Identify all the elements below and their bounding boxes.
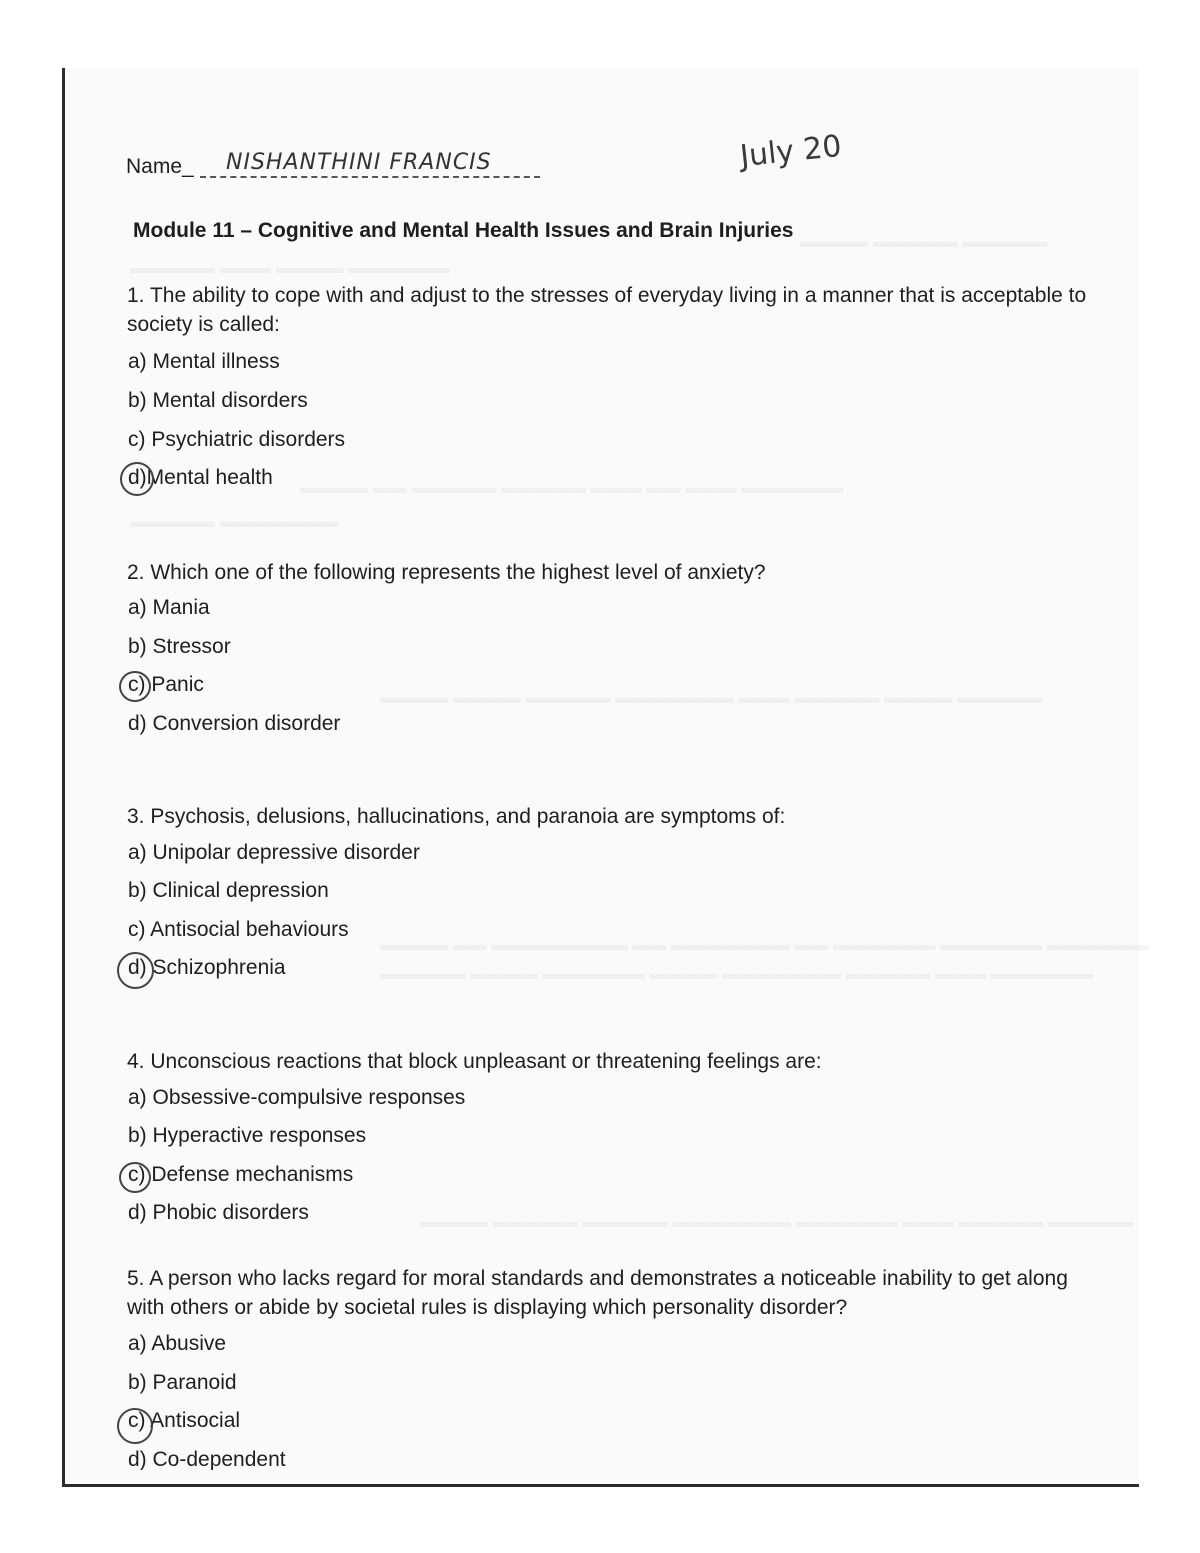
question-1-option-c: c) Psychiatric disorders xyxy=(128,428,346,451)
question-3-text: 3. Psychosis, delusions, hallucinations, and paranoia are symptoms of: xyxy=(127,805,786,828)
answer-circle-mark xyxy=(119,671,151,702)
module-title: Module 11 – Cognitive and Mental Health Issues and Brain Injuries xyxy=(133,219,794,242)
question-3-option-b: b) Clinical depression xyxy=(128,879,329,902)
question-1-option-b: b) Mental disorders xyxy=(128,389,308,412)
handwritten-date: July 20 xyxy=(738,128,844,175)
name-label: Name_ xyxy=(126,155,194,178)
question-4-option-a: a) Obsessive-compulsive responses xyxy=(128,1086,466,1109)
question-3-option-c: c) Antisocial behaviours xyxy=(128,918,349,941)
question-3-option-a: a) Unipolar depressive disorder xyxy=(128,841,420,864)
question-2-option-d: d) Conversion disorder xyxy=(128,712,341,735)
question-4-option-c: c) Defense mechanisms xyxy=(128,1163,354,1186)
question-3-option-d: d) Schizophrenia xyxy=(128,956,286,979)
question-5-option-c: c) Antisocial xyxy=(128,1409,241,1432)
question-5-option-a: a) Abusive xyxy=(128,1332,227,1355)
question-4-option-b: b) Hyperactive responses xyxy=(128,1124,367,1147)
question-1-option-a: a) Mental illness xyxy=(128,350,280,373)
question-2-text: 2. Which one of the following represents the highest level of anxiety? xyxy=(127,561,766,584)
question-4-option-d: d) Phobic disorders xyxy=(128,1201,309,1224)
handwritten-name: NISHANTHINI FRANCIS xyxy=(226,150,492,175)
question-5-option-b: b) Paranoid xyxy=(128,1371,237,1394)
question-5-option-d: d) Co-dependent xyxy=(128,1448,286,1470)
answer-circle-mark xyxy=(117,952,154,989)
question-1-option-d: d)Mental health xyxy=(128,466,273,489)
answer-circle-mark xyxy=(117,1408,153,1444)
answer-circle-mark xyxy=(119,1162,151,1193)
question-4-text: 4. Unconscious reactions that block unpleasant or threatening feelings are: xyxy=(127,1050,822,1073)
question-1-text: 1. The ability to cope with and adjust to the stresses of everyday living in a manner that is acceptable to society is called: xyxy=(127,284,1087,336)
question-2-option-a: a) Mania xyxy=(128,596,210,619)
question-2-option-c: c) Panic xyxy=(128,673,204,696)
answer-circle-mark xyxy=(120,462,154,496)
question-2-option-b: b) Stressor xyxy=(128,635,231,658)
question-5-text: 5. A person who lacks regard for moral standards and demonstrates a noticeable inability to get along with others or abide by societal rules is displaying which personality disorder? xyxy=(127,1267,1068,1319)
